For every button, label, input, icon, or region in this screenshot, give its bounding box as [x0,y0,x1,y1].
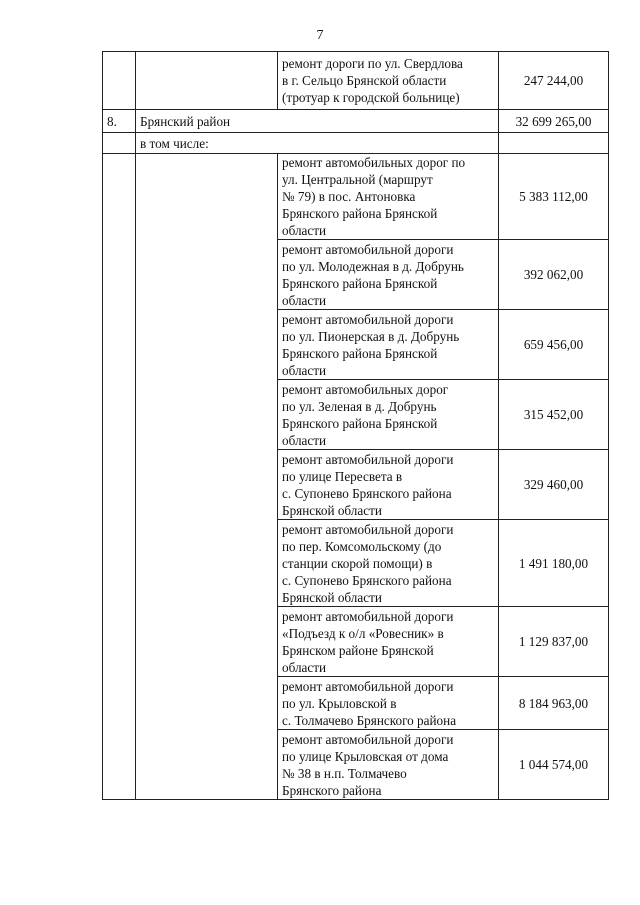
item-amount: 1 129 837,00 [499,607,609,677]
description-line: области [282,432,327,448]
item-amount: 5 383 112,00 [499,154,609,240]
description-line: ремонт автомобильной дороги [282,608,454,624]
row-number-cell [103,52,136,110]
description-line: ремонт автомобильных дорог по [282,155,466,170]
row-amount: 247 244,00 [499,52,609,110]
description-line: области [282,223,327,238]
description-line: по улице Крыловская от дома [282,748,449,764]
item-description [278,730,499,800]
row-name-cell [136,52,278,110]
row-description [278,52,499,110]
row-name-cell [136,154,278,800]
description-line: ремонт автомобильной дороги [282,731,454,747]
district-name: Брянский район [136,110,499,133]
page-number: 7 [316,28,324,43]
description-line: ремонт автомобильной дороги [282,678,454,694]
item-description [278,520,499,607]
description-line: станции скорой помощи) в [282,555,433,571]
description-line: с. Супонево Брянского района [282,572,452,588]
row-number-cell [103,133,136,154]
description-line: ремонт автомобильной дороги [282,451,454,467]
item-description [278,380,499,450]
description-line: Брянского района Брянской [282,415,438,431]
table-row [103,154,609,240]
description-line: по улице Пересвета в [282,468,403,484]
description-line: Брянском районе Брянской [282,642,434,658]
including-row [103,133,609,154]
description-line: Брянского района Брянской [282,275,438,291]
budget-table [102,51,609,800]
item-amount: 329 460,00 [499,450,609,520]
table-row [103,52,609,110]
description-line: по ул. Молодежная в д. Добрунь [282,258,464,274]
district-amount: 32 699 265,00 [499,110,609,133]
item-amount: 659 456,00 [499,310,609,380]
description-line: Брянского района Брянской [282,206,438,221]
row-amount [499,133,609,154]
district-number: 8. [103,110,136,133]
description-line: ремонт автомобильной дороги [282,521,454,537]
description-line: Брянского района Брянской [282,345,438,361]
description-line: Брянского района [282,782,382,798]
item-description [278,607,499,677]
item-description [278,310,499,380]
item-amount: 392 062,00 [499,240,609,310]
description-line: ремонт автомобильных дорог [282,381,449,397]
description-line: Брянской области [282,502,382,518]
item-amount: 1 491 180,00 [499,520,609,607]
description-line: № 38 в н.п. Толмачево [282,765,407,781]
description-line: ремонт автомобильной дороги [282,241,454,257]
description-line: с. Толмачево Брянского района [282,712,457,728]
district-row [103,110,609,133]
item-description [278,154,499,240]
description-line: «Подъезд к о/л «Ровесник» в [282,625,444,641]
description-line: (тротуар к городской больнице) [282,90,460,105]
description-line: области [282,292,327,308]
description-line: ул. Центральной (маршрут [282,172,433,187]
description-line: по ул. Пионерская в д. Добрунь [282,328,460,344]
item-description [278,677,499,730]
item-amount: 1 044 574,00 [499,730,609,800]
description-line: ремонт автомобильной дороги [282,311,454,327]
description-line: Брянской области [282,589,382,605]
description-line: по ул. Зеленая в д. Добрунь [282,398,437,414]
description-line: области [282,362,327,378]
description-line: области [282,659,327,675]
item-description [278,240,499,310]
item-amount: 8 184 963,00 [499,677,609,730]
item-amount: 315 452,00 [499,380,609,450]
description-line: № 79) в пос. Антоновка [282,189,416,204]
description-line: с. Супонево Брянского района [282,485,452,501]
description-line: по пер. Комсомольскому (до [282,538,442,554]
description-line: ремонт дороги по ул. Свердлова [282,56,463,71]
including-label: в том числе: [136,133,499,154]
item-description [278,450,499,520]
description-line: по ул. Крыловской в [282,695,397,711]
row-number-cell [103,154,136,800]
description-line: в г. Сельцо Брянской области [282,73,447,88]
